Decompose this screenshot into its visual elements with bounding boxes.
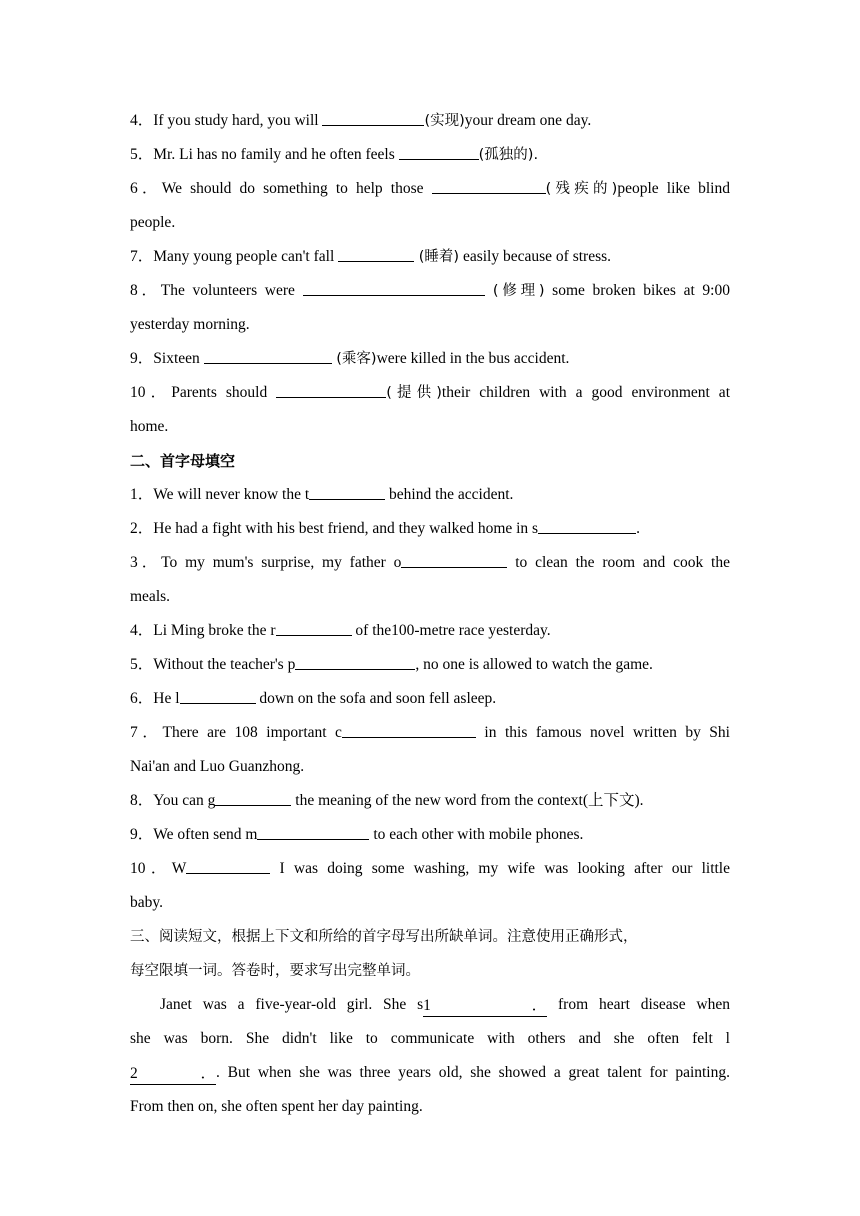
question-continuation: meals.	[130, 588, 171, 605]
answer-blank[interactable]	[322, 105, 424, 126]
question-number: 4．	[130, 112, 154, 129]
question-line: 7．There are 108 important c in this famous novel written by Shi	[130, 716, 730, 750]
passage-line: Janet was a five-year-old girl. She s1． from heart disease when	[130, 988, 730, 1022]
question-line: 6．He l down on the sofa and soon fell asleep.	[130, 682, 730, 716]
answer-blank[interactable]	[204, 343, 332, 364]
question-line: 5．Without the teacher's p , no one is allowed to watch the game.	[130, 648, 730, 682]
answer-blank[interactable]	[338, 241, 414, 262]
question-line: 9．We often send m to each other with mobile phones.	[130, 818, 730, 852]
passage-line: 2．. But when she was three years old, she showed a great talent for painting.	[130, 1056, 730, 1090]
section-instruction: 三、阅读短文，根据上下文和所给的首字母写出所缺单词。注意使用正确形式，	[130, 929, 638, 945]
answer-blank[interactable]	[432, 173, 546, 194]
passage-line: From then on, she often spent her day painting.	[130, 1098, 423, 1115]
section-instruction: 每空限填一词。答卷时，要求写出完整单词。	[130, 963, 420, 979]
question-line: 6．We should do something to help those (残疾的)people like blind	[130, 172, 730, 206]
passage-line: she was born. She didn't like to communicate with others and she often felt l	[130, 1030, 730, 1047]
worksheet-page	[130, 104, 730, 1124]
question-line: 4．If you study hard, you will (实现)your dream one day.	[130, 104, 730, 138]
question-continuation: home.	[130, 418, 169, 435]
question-line: 5．Mr. Li has no family and he often feels (孤独的).	[130, 138, 730, 172]
question-line: 8．The volunteers were (修理) some broken bikes at 9:00	[130, 274, 730, 308]
answer-blank[interactable]	[538, 513, 636, 534]
question-line: 9．Sixteen (乘客)were killed in the bus accident.	[130, 342, 730, 376]
question-continuation: yesterday morning.	[130, 316, 250, 333]
answer-blank[interactable]	[401, 547, 507, 568]
question-line: 2．He had a fight with his best friend, and they walked home in s .	[130, 512, 730, 546]
question-line: 10．W I was doing some washing, my wife was looking after our little	[130, 852, 730, 886]
answer-blank[interactable]	[309, 479, 385, 500]
answer-blank[interactable]	[215, 785, 291, 806]
question-continuation: Nai'an and Luo Guanzhong.	[130, 758, 305, 775]
answer-blank[interactable]	[276, 615, 352, 636]
question-continuation: baby.	[130, 894, 163, 911]
passage-blank-2[interactable]: 2．	[130, 1064, 216, 1085]
question-continuation: people.	[130, 214, 176, 231]
answer-blank[interactable]	[342, 717, 476, 738]
passage-blank-1[interactable]: 1．	[423, 996, 547, 1017]
answer-blank[interactable]	[303, 275, 485, 296]
answer-blank[interactable]	[399, 139, 479, 160]
section-heading: 二、首字母填空	[130, 452, 236, 470]
question-line: 3．To my mum's surprise, my father o to clean the room and cook the	[130, 546, 730, 580]
answer-blank[interactable]	[180, 683, 256, 704]
question-line: 7．Many young people can't fall (睡着) easily because of stress.	[130, 240, 730, 274]
answer-blank[interactable]	[276, 377, 386, 398]
question-line: 1．We will never know the t behind the accident.	[130, 478, 730, 512]
question-line: 4．Li Ming broke the r of the100-metre race yesterday.	[130, 614, 730, 648]
answer-blank[interactable]	[257, 819, 369, 840]
question-line: 8．You can g the meaning of the new word from the context(上下文).	[130, 784, 730, 818]
question-line: 10．Parents should (提供)their children with a good environment at	[130, 376, 730, 410]
answer-blank[interactable]	[186, 853, 270, 874]
answer-blank[interactable]	[295, 649, 415, 670]
